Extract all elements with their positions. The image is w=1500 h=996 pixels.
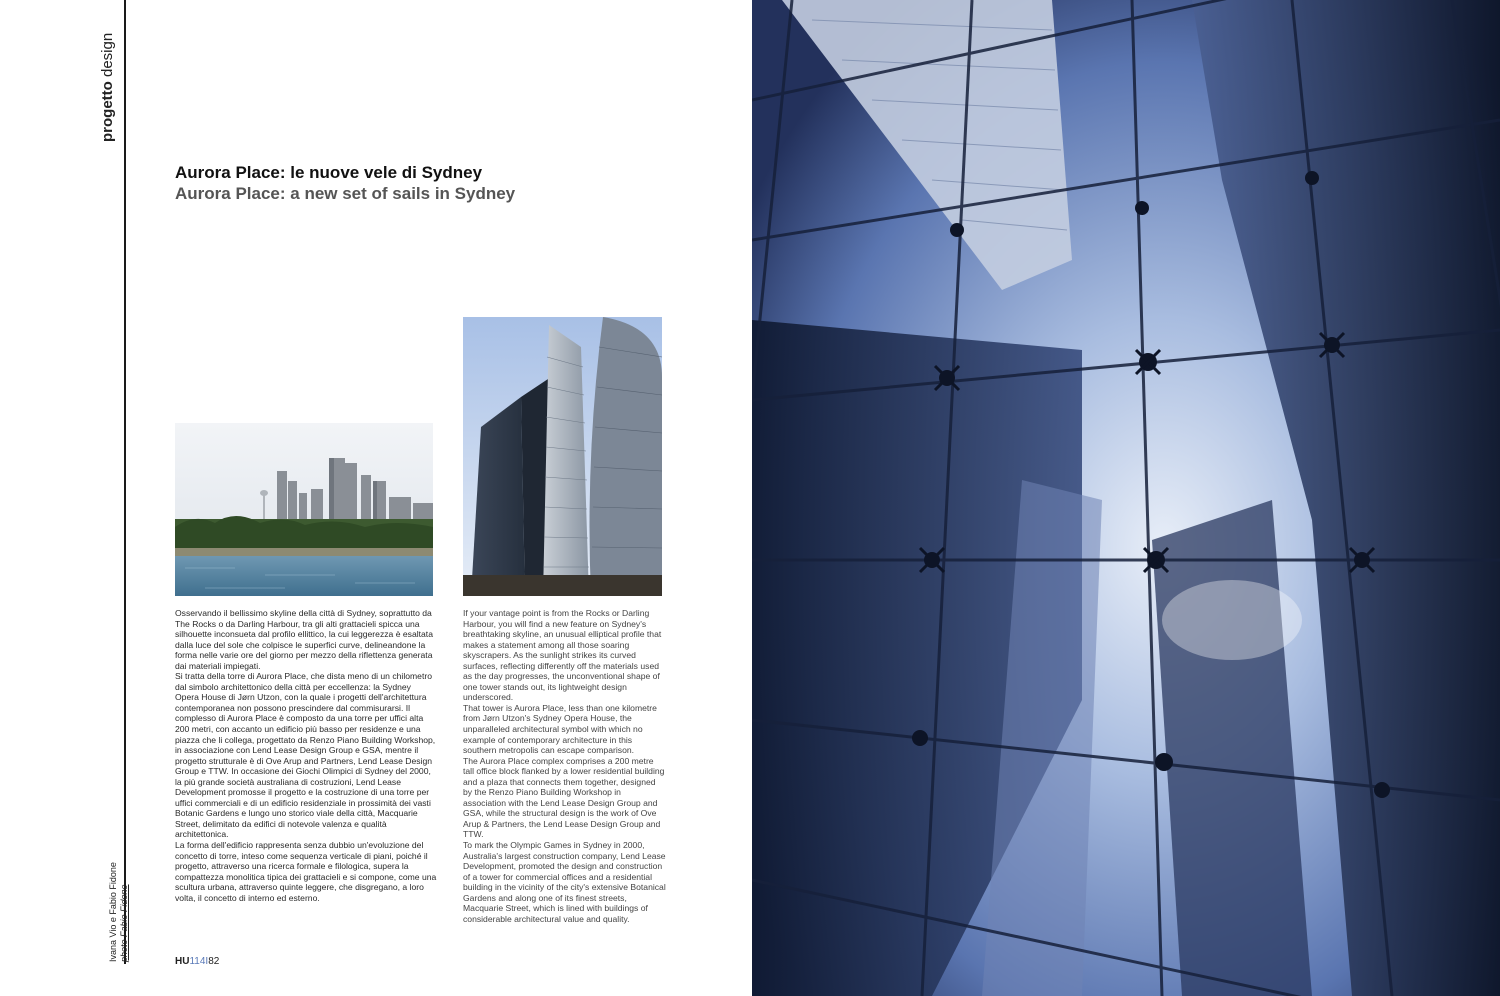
english-paragraph: The Aurora Place complex comprises a 200 metre tall office block flanked by a lower residential building and a plaza that connects them together, designed by the Renzo Piano Building Workshop in association with the Lend Lease Design Group and GSA, while the structural design is the work of Ove Arup & Partners, the Lend Lease Design Group and TTW. xyxy=(463,755,665,840)
folio-mag: HU xyxy=(175,956,190,967)
folio-page: 82 xyxy=(208,956,220,967)
english-paragraph: That tower is Aurora Place, less than one kilometre from Jørn Utzon's Sydney Opera House, the unparalleled architectural symbol with which no example of contemporary architecture in this southern metropolis can escape comparison. xyxy=(463,702,657,756)
title-english: Aurora Place: a new set of sails in Sydney xyxy=(175,184,516,203)
photo-credit: photo Fabio Fidone xyxy=(119,884,129,962)
section-label-light: design xyxy=(99,32,116,82)
article-english xyxy=(463,608,666,924)
english-paragraph: If your vantage point is from the Rocks or Darling Harbour, you will find a new feature on Sydney's breathtaking skyline, an unusual elliptical profile that makes a statement among all those soaring skyscrapers. As the sunlight strikes its curved surfaces, reflecting differently off the materials used as the day progresses, the unconventional shape of one tower stands out, its lightweight design underscored. xyxy=(463,608,662,703)
vertical-rule xyxy=(124,0,126,964)
author-credits xyxy=(108,852,140,962)
page-folio xyxy=(175,956,219,967)
folio-separator: I xyxy=(205,956,209,967)
sydney-skyline-photo xyxy=(175,423,433,596)
section-label xyxy=(96,0,120,142)
folio-issue: 114 xyxy=(189,956,206,967)
aurora-place-tower-photo xyxy=(463,317,662,596)
authors: Ivana Vio e Fabio Fidone xyxy=(108,862,118,962)
italian-paragraph: Osservando il bellissimo skyline della città di Sydney, soprattutto da The Rocks o da Darling Harbour, tra gli alti grattacieli spicca una silhouette inconsueta dal profilo ellittico, la cui leggerezza è esaltata dalla luce del sole che colpisce le superfici curve, delineandone la forma nelle varie ore del giorno per mezzo della riflettenza generata dai materiali impiegati. xyxy=(175,608,433,671)
glass-canopy-photo xyxy=(752,0,1500,996)
section-label-bold: progetto xyxy=(99,81,116,142)
article-italian xyxy=(175,608,437,903)
english-paragraph: To mark the Olympic Games in Sydney in 2000, Australia's largest construction company, Lend Lease Development, promoted the design and construction of a tower for commercial offices and a residential building in the vicinity of the city's extensive Botanical Gardens and along one of its finest streets, Macquarie Street, which is lined with buildings of considerable architectural value and quality. xyxy=(463,840,666,924)
title-italian: Aurora Place: le nuove vele di Sydney xyxy=(175,163,483,182)
italian-paragraph: La forma dell'edificio rappresenta senza dubbio un'evoluzione del concetto di torre, inteso come sequenza verticale di piani, poiché il progetto, attraverso una ricerca formale e filologica, supera la compattezza monolitica tipica dei grattacieli e si compone, come una scultura urbana, attraverso quinte leggere, che disgregano, a loro volta, il concetto di interno ed esterno. xyxy=(175,840,437,903)
italian-paragraph: Si tratta della torre di Aurora Place, che dista meno di un chilometro dal simbolo architettonico della città per eccellenza: la Sydney Opera House di Jørn Utzon, con la quale i progetti dell'architettura contemporanea non possono prescindere dal commisurarsi. Il complesso di Aurora Place è composto da una torre per uffici alta 200 metri, con accanto un edificio più basso per residenze e una piazza che li collega, progettato da Renzo Piano Building Workshop, in associazione con Lend Lease Design Group e GSA, mentre il progetto strutturale è di Ove Arup and Partners, Lend Lease Design Group e TTW. In occasione dei Giochi Olimpici di Sydney del 2000, la più grande società australiana di costruzioni, Lend Lease Development promosse il progetto e la costruzione di una torre per uffici commerciali e di un edificio residenziale in prossimità dei vasti Botanic Gardens e lungo uno storico viale della città, Macquarie Street, delimitato da edifici di notevole valenza e qualità architettonica. xyxy=(175,671,436,840)
